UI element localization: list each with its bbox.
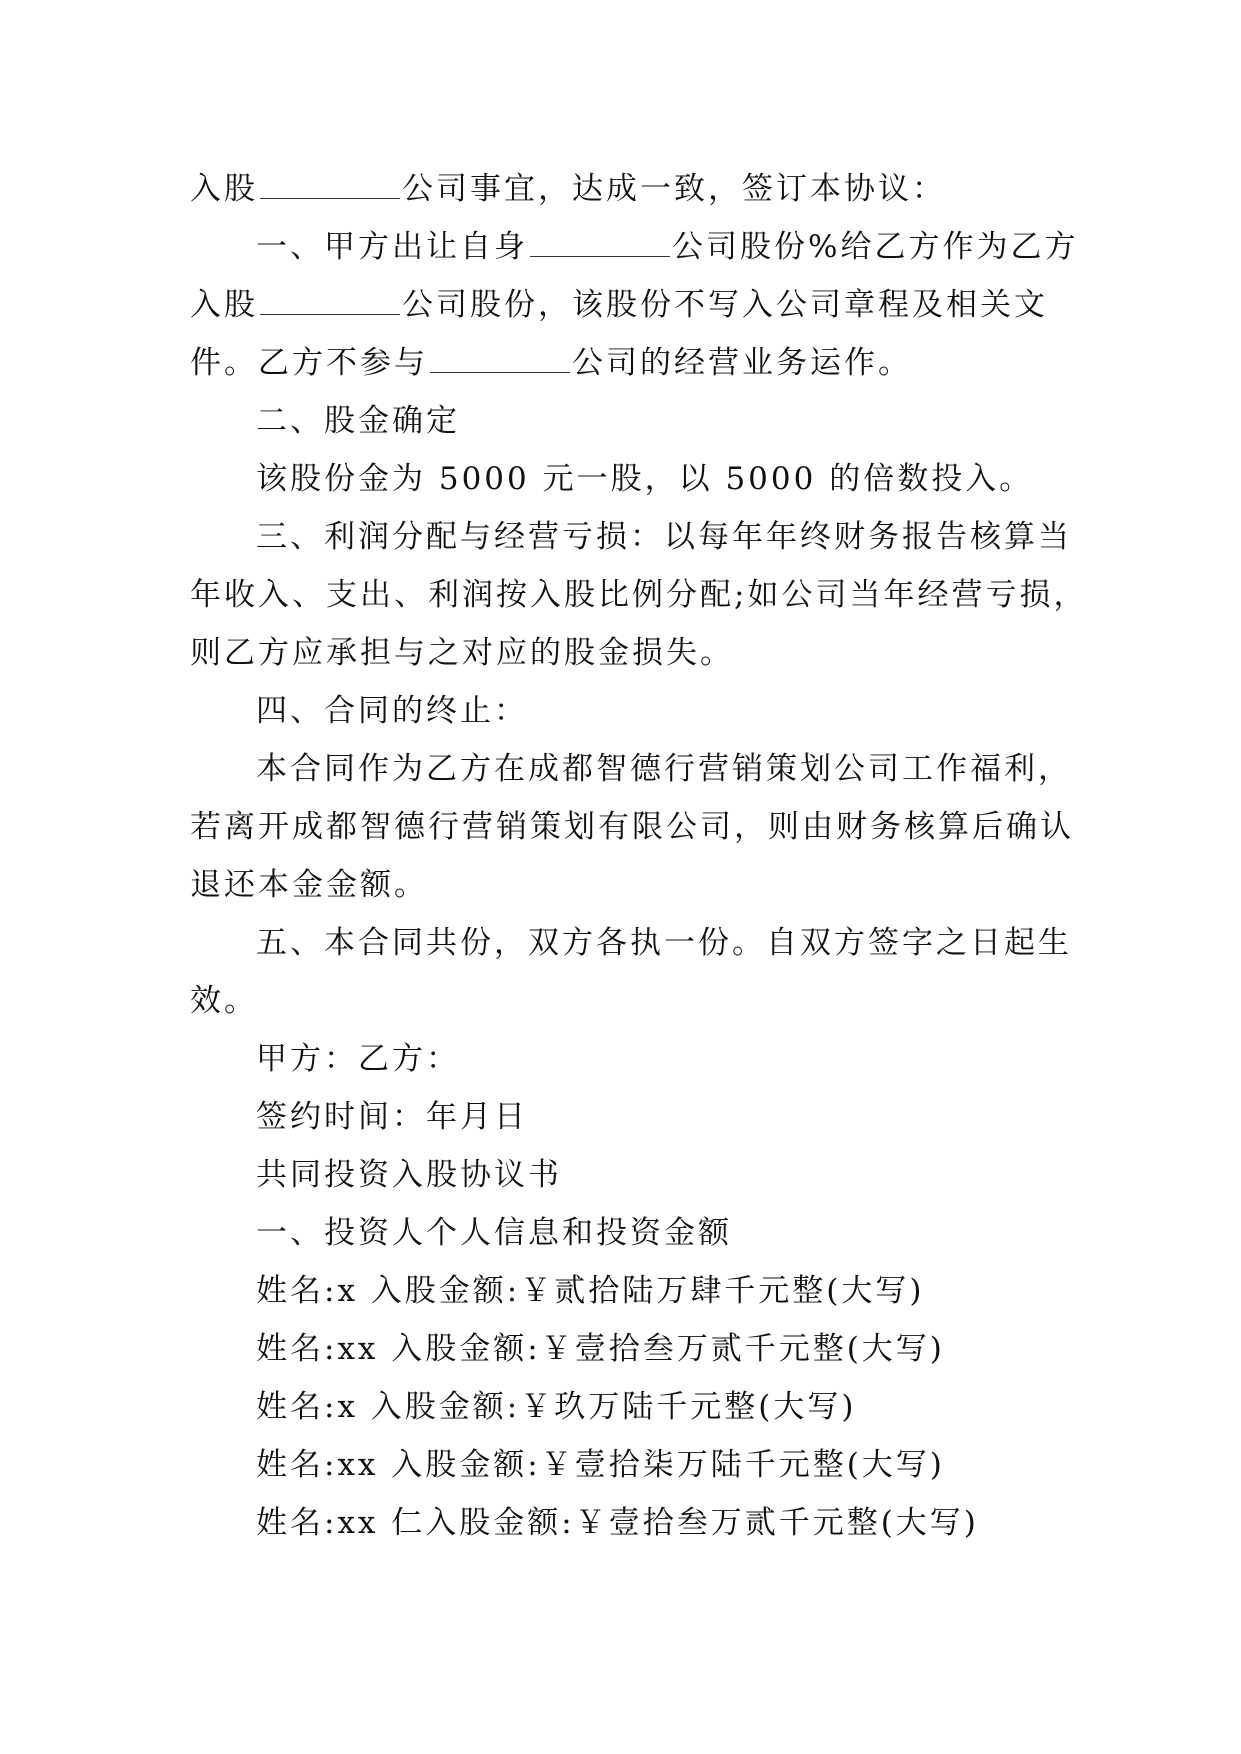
clause3-line3: 则乙方应承担与之对应的股金损失。 — [190, 635, 734, 671]
investor-row: 姓名:xx 仁入股金额:￥壹拾叁万贰千元整(大写) — [256, 1505, 979, 1541]
clause4-line2: 若离开成都智德行营销策划有限公司，则由财务核算后确认 — [190, 809, 1074, 845]
investor-row: 姓名:x 入股金额:￥贰拾陆万肆千元整(大写) — [256, 1273, 925, 1309]
document-page — [190, 160, 1088, 1552]
blank-field — [260, 280, 400, 315]
clause1-text-2a: 入股 — [190, 287, 258, 323]
clause2-text: 该股份金为 5000 元一股，以 5000 的倍数投入。 — [256, 461, 1034, 497]
clause3-line1: 三、利润分配与经营亏损：以每年年终财务报告核算当 — [256, 519, 1072, 555]
investor-row: 姓名:xx 入股金额:￥壹拾柒万陆千元整(大写) — [256, 1447, 945, 1483]
clause2-title: 二、股金确定 — [256, 403, 460, 439]
agreement-title: 共同投资入股协议书 — [256, 1157, 562, 1193]
blank-field — [430, 338, 570, 373]
opening-text-1: 入股 — [190, 171, 258, 207]
investor-row: 姓名:x 入股金额:￥玖万陆千元整(大写) — [256, 1389, 857, 1425]
clause1-text-2b: 公司股份，该股份不写入公司章程及相关文 — [402, 287, 1048, 323]
clause1-text-3a: 件。乙方不参与 — [190, 345, 428, 381]
signature-parties: 甲方：乙方： — [256, 1041, 460, 1077]
clause1-line1 — [190, 218, 1079, 276]
clause4-line1: 本合同作为乙方在成都智德行营销策划公司工作福利， — [256, 751, 1072, 787]
opening-text-2: 公司事宜，达成一致，签订本协议： — [402, 171, 946, 207]
opening-line — [190, 160, 1070, 218]
clause5-line2: 效。 — [190, 983, 258, 1019]
clause1-text-1b: 公司股份%给乙方作为乙方 — [672, 229, 1079, 265]
clause3-line2: 年收入、支出、利润按入股比例分配;如公司当年经营亏损， — [190, 577, 1088, 613]
blank-field — [260, 164, 400, 199]
clause1-text-1a: 一、甲方出让自身 — [256, 229, 528, 265]
clause1-line2 — [190, 276, 1070, 334]
clause1-line3 — [190, 334, 1070, 392]
signature-date: 签约时间：年月日 — [256, 1099, 528, 1135]
clause5-line1: 五、本合同共份，双方各执一份。自双方签字之日起生 — [256, 925, 1072, 961]
section1-heading: 一、投资人个人信息和投资金额 — [256, 1215, 732, 1251]
investor-row: 姓名:xx 入股金额:￥壹拾叁万贰千元整(大写) — [256, 1331, 945, 1367]
blank-field — [530, 222, 670, 257]
clause4-line3: 退还本金金额。 — [190, 867, 428, 903]
clause4-title: 四、合同的终止： — [256, 693, 528, 729]
clause1-text-3b: 公司的经营业务运作。 — [572, 345, 912, 381]
